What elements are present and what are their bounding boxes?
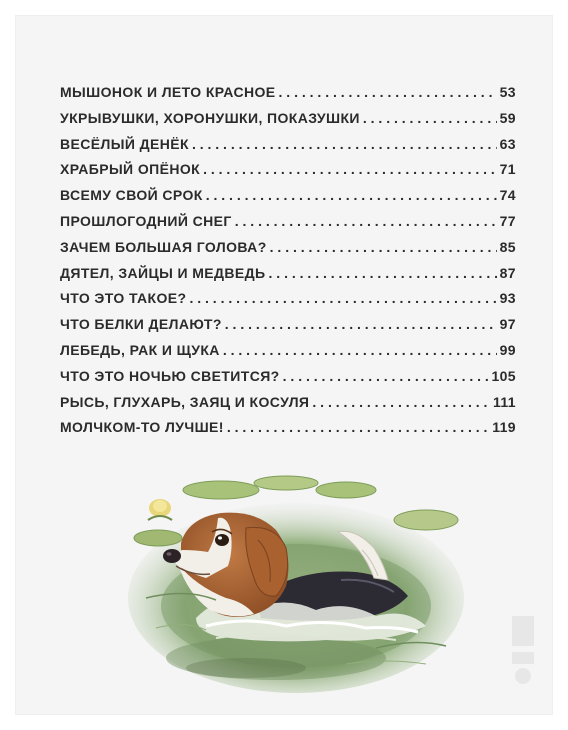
toc-entry[interactable]	[60, 136, 516, 162]
book-page	[16, 16, 552, 714]
toc-dot-leader	[192, 136, 497, 152]
toc-entry-title: ПРОШЛОГОДНИЙ СНЕГ	[60, 212, 232, 229]
toc-dot-leader	[189, 290, 496, 306]
toc-page-number: 77	[499, 212, 516, 229]
toc-entry[interactable]	[60, 161, 516, 187]
toc-page-number: 99	[499, 341, 516, 358]
toc-page-number: 111	[492, 393, 516, 410]
toc-entry-title: ЗАЧЕМ БОЛЬШАЯ ГОЛОВА?	[60, 238, 267, 255]
toc-entry[interactable]	[60, 84, 516, 110]
toc-dot-leader	[206, 187, 497, 203]
toc-entry[interactable]	[60, 110, 516, 136]
page-edge-mark	[508, 616, 538, 686]
toc-entry-title: ЧТО ЭТО НОЧЬЮ СВЕТИТСЯ?	[60, 367, 280, 384]
toc-page-number: 93	[499, 290, 516, 307]
toc-dot-leader	[312, 394, 490, 410]
toc-page-number: 119	[492, 419, 516, 436]
toc-entry[interactable]	[60, 316, 516, 342]
toc-entry[interactable]	[60, 368, 516, 394]
toc-dot-leader	[227, 419, 489, 435]
toc-entry[interactable]	[60, 213, 516, 239]
toc-page-number: 63	[499, 135, 516, 152]
toc-entry-title: ЧТО БЕЛКИ ДЕЛАЮТ?	[60, 316, 222, 333]
toc-dot-leader	[270, 239, 497, 255]
toc-dot-leader	[269, 265, 497, 281]
table-of-contents	[60, 84, 516, 445]
toc-dot-leader	[225, 316, 497, 332]
toc-dot-leader	[235, 213, 497, 229]
toc-entry-title: УКРЫВУШКИ, ХОРОНУШКИ, ПОКАЗУШКИ	[60, 109, 360, 126]
toc-entry[interactable]	[60, 342, 516, 368]
toc-dot-leader	[283, 368, 489, 384]
toc-entry-title: ВСЕМУ СВОЙ СРОК	[60, 187, 203, 204]
toc-page-number: 97	[499, 316, 516, 333]
toc-entry[interactable]	[60, 265, 516, 291]
toc-entry-title: ЧТО ЭТО ТАКОЕ?	[60, 290, 187, 307]
toc-entry-title: РЫСЬ, ГЛУХАРЬ, ЗАЯЦ И КОСУЛЯ	[60, 393, 310, 410]
toc-page-number: 74	[499, 187, 516, 204]
toc-entry[interactable]	[60, 394, 516, 420]
toc-dot-leader	[363, 110, 497, 126]
toc-entry-title: ДЯТЕЛ, ЗАЙЦЫ И МЕДВЕДЬ	[60, 264, 266, 281]
toc-dot-leader	[279, 84, 497, 100]
toc-dot-leader	[223, 342, 497, 358]
toc-page-number: 85	[499, 238, 516, 255]
toc-entry[interactable]	[60, 290, 516, 316]
toc-entry[interactable]	[60, 419, 516, 445]
toc-entry-title: МЫШОНОК И ЛЕТО КРАСНОЕ	[60, 84, 276, 100]
toc-page-number: 105	[491, 367, 516, 384]
toc-entry-title: ВЕСЁЛЫЙ ДЕНЁК	[60, 135, 189, 152]
toc-page-number: 71	[499, 161, 516, 178]
toc-entry-title: ЛЕБЕДЬ, РАК И ЩУКА	[60, 341, 220, 358]
toc-entry[interactable]	[60, 239, 516, 265]
swimming-dog-illustration	[126, 468, 466, 698]
toc-dot-leader	[203, 161, 497, 177]
toc-entry[interactable]	[60, 187, 516, 213]
toc-entry-title: ХРАБРЫЙ ОПЁНОК	[60, 161, 201, 178]
toc-page-number: 87	[499, 264, 516, 281]
toc-entry-title: МОЛЧКОМ-ТО ЛУЧШЕ!	[60, 419, 224, 436]
toc-page-number: 53	[499, 84, 516, 100]
water-lily-flower-icon	[148, 499, 172, 520]
toc-page-number: 59	[499, 109, 516, 126]
